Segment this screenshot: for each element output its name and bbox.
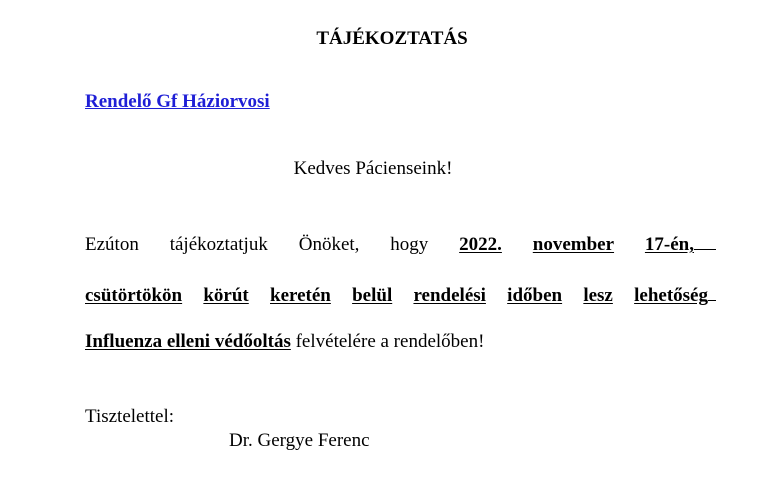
greeting: Kedves Pácienseink!	[293, 158, 453, 179]
bold-word: csütörtökön	[85, 285, 183, 306]
word: hogy	[390, 234, 429, 255]
bold-word: körút	[203, 285, 249, 306]
closing-text: Tisztelettel:	[85, 406, 175, 427]
date-word-group	[645, 231, 716, 257]
signature-name: Dr. Gergye Ferenc	[229, 430, 370, 451]
date-word: 17-én,	[644, 234, 694, 255]
underline-trail	[694, 231, 716, 250]
bold-word-group	[634, 282, 716, 308]
clinic-link[interactable]: Rendelő Gf Háziorvosi	[85, 91, 270, 112]
paragraph-line-2	[85, 282, 716, 308]
word: tájékoztatjuk	[169, 234, 268, 255]
bold-word: lesz	[583, 285, 613, 306]
bold-word: időben	[507, 285, 563, 306]
bold-word: keretén	[270, 285, 331, 306]
bold-word: belül	[352, 285, 393, 306]
document-title: TÁJÉKOZTATÁS	[316, 28, 468, 49]
paragraph-line-1	[85, 231, 716, 257]
paragraph-text: felvételére a rendelőben!	[290, 331, 485, 352]
vaccination-highlight: Influenza elleni védőoltás	[85, 331, 291, 352]
paragraph-line-3	[85, 330, 716, 354]
bold-word: lehetőség	[634, 285, 708, 306]
word: Önöket,	[298, 234, 360, 255]
date-word: november	[532, 234, 615, 255]
bold-word: rendelési	[413, 285, 486, 306]
word: Ezúton	[85, 234, 139, 255]
date-word: 2022.	[459, 234, 502, 255]
underline-trail	[708, 282, 716, 301]
